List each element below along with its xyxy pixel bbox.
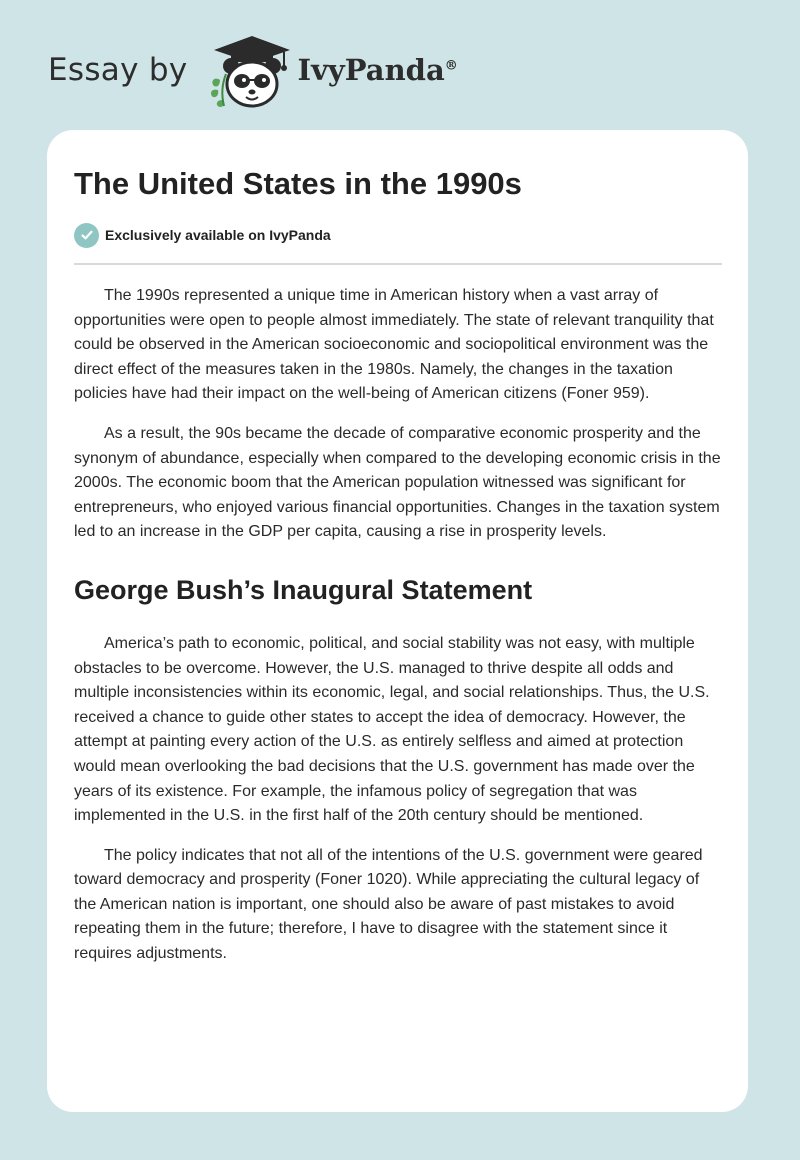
article-card [47, 130, 748, 1112]
panda-logo-icon[interactable] [202, 30, 294, 110]
essay-by-label: Essay by [48, 52, 188, 88]
paragraph: America’s path to economic, political, and social stability was not easy, with multiple obstacles to be overcome. However, the U.S. managed to thrive despite all odds and multiple inconsistencies within its economic, legal, and social relationships. Thus, the U.S. received a chance to guide other states to accept the idea of democracy. However, the attempt at painting every action of the U.S. as entirely selfless and aimed at protection would mean overlooking the bad decisions that the U.S. government has made over the years of its existence. For example, the infamous policy of segregation that was implemented in the U.S. in the first half of the 20th century should be mentioned. [74, 634, 710, 825]
badge-label: Exclusively available on IvyPanda [105, 227, 331, 243]
section-heading: George Bush’s Inaugural Statement [74, 574, 533, 605]
paragraph: The 1990s represented a unique time in American history when a vast array of opportunities were open to people almost immediately. The state of relevant tranquility that could be observed in the American socioeconomic and sociopolitical environment was the direct effect of the measures taken in the 1980s. Namely, the changes in the taxation policies have had their impact on the well-being of American citizens (Foner 959). [74, 287, 714, 403]
exclusive-badge [74, 222, 722, 248]
registered-mark: ® [444, 58, 458, 74]
brand-name[interactable] [298, 53, 458, 87]
brand-text: IvyPanda [297, 53, 445, 87]
divider [74, 263, 722, 265]
page-title: The United States in the 1990s [74, 166, 522, 201]
paragraph: The policy indicates that not all of the intentions of the U.S. government were geared toward democracy and prosperity (Foner 1020). While appreciating the cultural legacy of the American nation is important, one should also be aware of past mistakes to avoid repeating them in the future; therefore, I have to disagree with the statement since it requires adjustments. [74, 846, 703, 963]
check-circle-icon [74, 223, 99, 248]
site-header [48, 30, 458, 110]
paragraph: As a result, the 90s became the decade of comparative economic prosperity and the synonym of abundance, especially when compared to the developing economic crisis in the 2000s. The economic boom that the American population witnessed was significant for entrepreneurs, who enjoyed various financial opportunities. Changes in the taxation system led to an increase in the GDP per capita, causing a rise in prosperity levels. [74, 424, 721, 541]
